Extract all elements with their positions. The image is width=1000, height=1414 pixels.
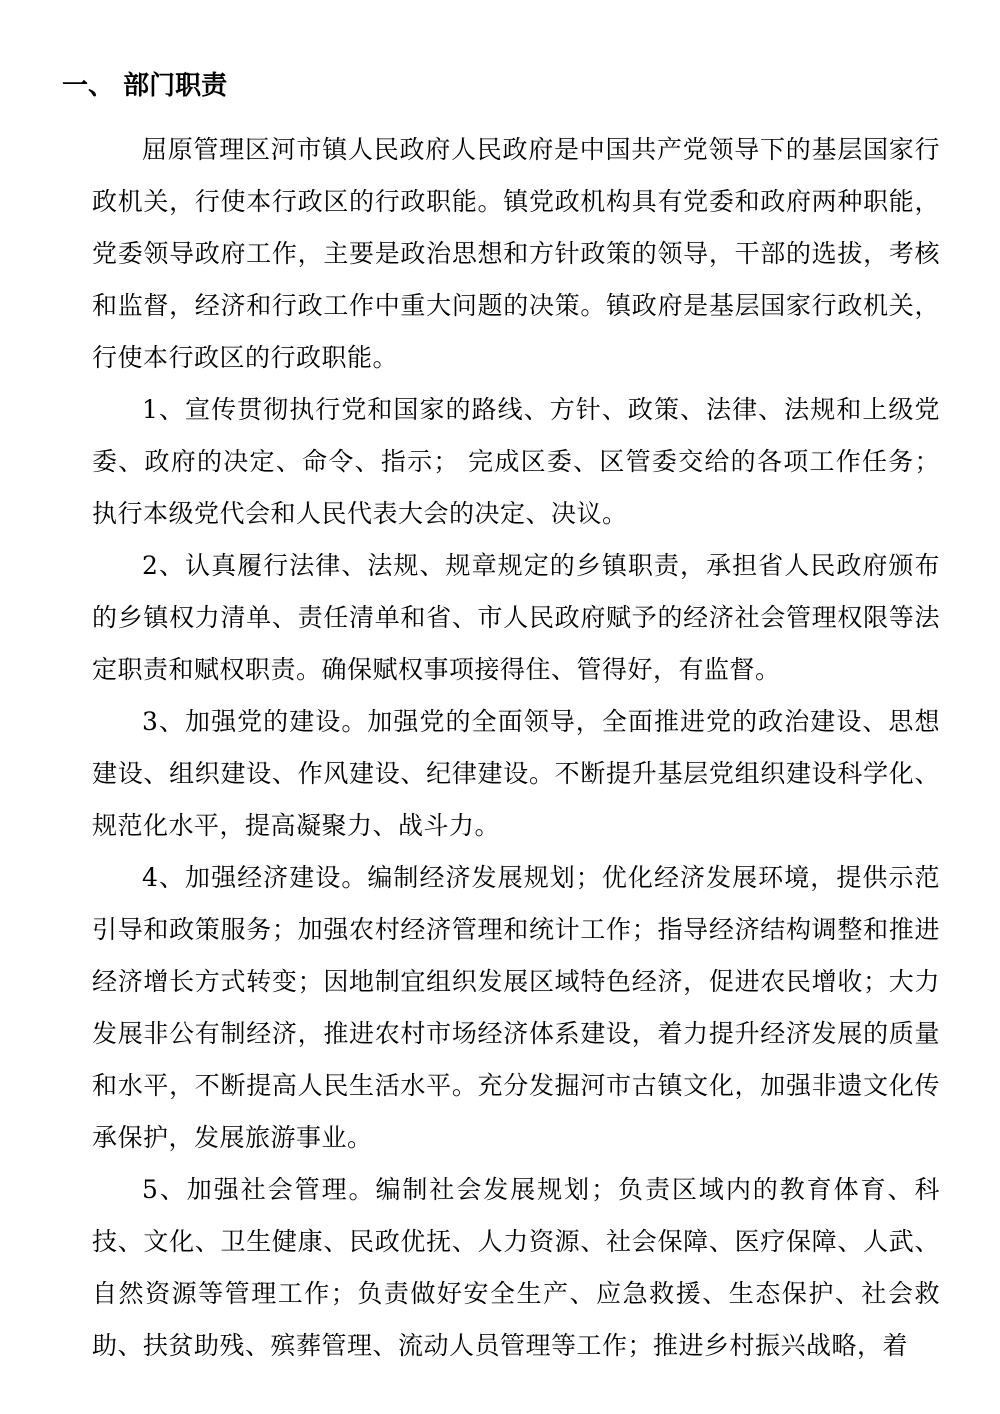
paragraph-item-2: 2、认真履行法律、法规、规章规定的乡镇职责，承担省人民政府颁布的乡镇权力清单、责任清单和省、市人民政府赋予的经济社会管理权限等法定职责和赋权职责。确保赋权事项接得住、管得好，有监督。: [92, 551, 940, 684]
paragraph-item-1: 1、宣传贯彻执行党和国家的路线、方针、政策、法律、法规和上级党委、政府的决定、命令、指示； 完成区委、区管委交给的各项工作任务；执行本级党代会和人民代表大会的决定、决议。: [92, 395, 940, 528]
paragraph-item-4: 4、加强经济建设。编制经济发展规划；优化经济发展环境，提供示范引导和政策服务；加强农村经济管理和统计工作；指导经济结构调整和推进经济增长方式转变；因地制宜组织发展区域特色经济，促进农民增收；大力发展非公有制经济，推进农村市场经济体系建设，着力提升经济发展的质量和水平，不断提高人民生活水平。充分发掘河市古镇文化，加强非遗文化传承保护，发展旅游事业。: [92, 863, 940, 1152]
paragraph-item-5: 5、加强社会管理。编制社会发展规划；负责区域内的教育体育、科技、文化、卫生健康、民政优抚、人力资源、社会保障、医疗保障、人武、自然资源等管理工作；负责做好安全生产、应急救援、生态保护、社会救助、扶贫助残、殡葬管理、流动人员管理等工作；推进乡村振兴战略，着: [92, 1175, 940, 1360]
document-body: [92, 124, 940, 1372]
section-heading: [62, 66, 227, 106]
section-number: 一、: [62, 71, 115, 101]
paragraph-item-3: 3、加强党的建设。加强党的全面领导，全面推进党的政治建设、思想建设、组织建设、作风建设、纪律建设。不断提升基层党组织建设科学化、规范化水平，提高凝聚力、战斗力。: [92, 707, 940, 840]
section-title: 部门职责: [123, 71, 228, 101]
paragraph-intro: 屈原管理区河市镇人民政府人民政府是中国共产党领导下的基层国家行政机关，行使本行政区的行政职能。镇党政机构具有党委和政府两种职能，党委领导政府工作，主要是政治思想和方针政策的领导，干部的选拔，考核和监督，经济和行政工作中重大问题的决策。镇政府是基层国家行政机关，行使本行政区的行政职能。: [92, 135, 940, 372]
